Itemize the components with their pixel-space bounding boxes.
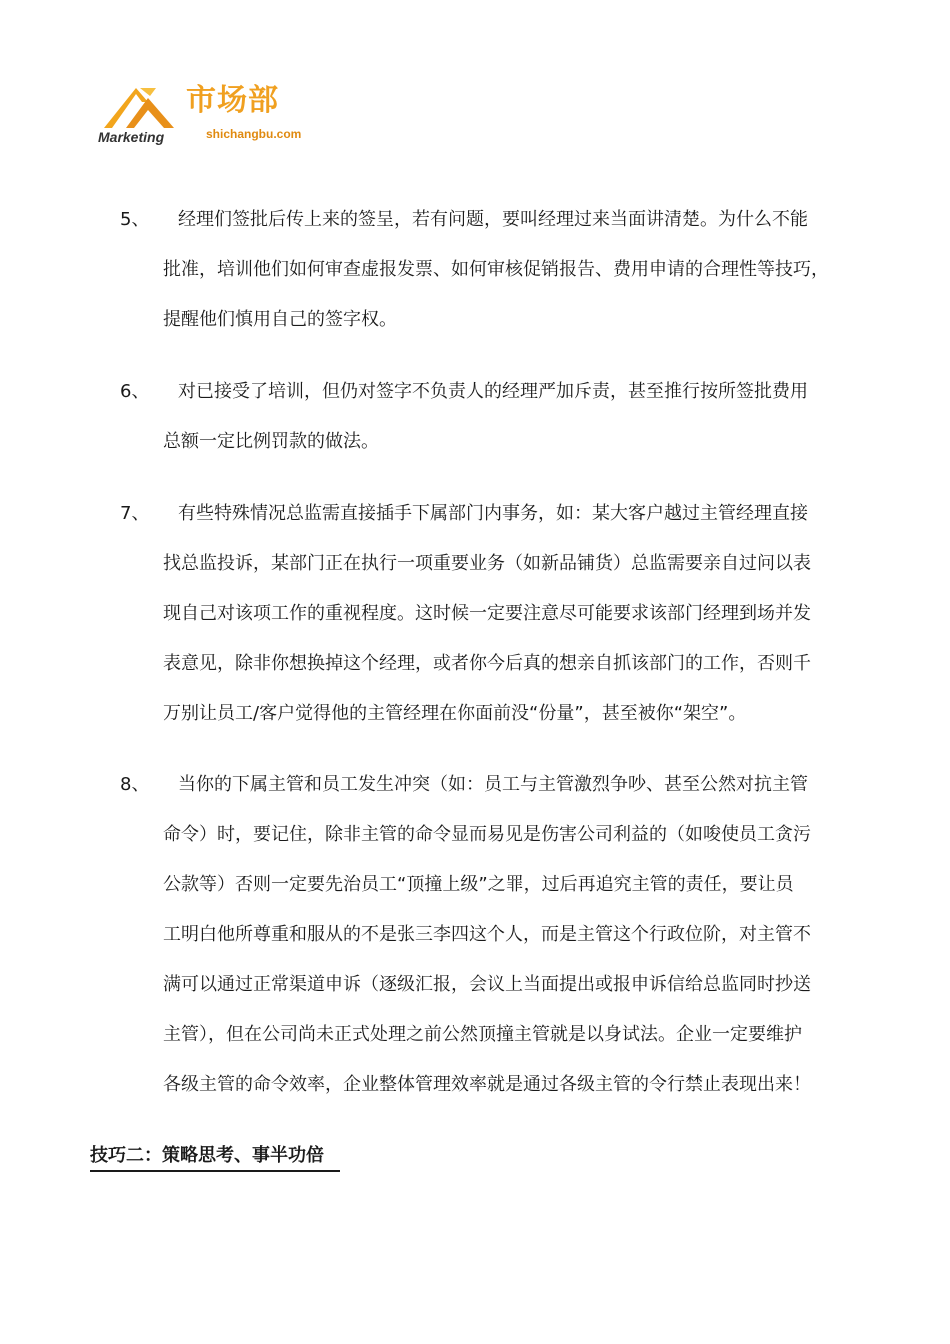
item-line: 有些特殊情况总监需直接插手下属部门内事务，如：某大客户越过主管经理直接 (178, 503, 808, 524)
item-line: 批准，培训他们如何审查虚报发票、如何审核促销报告、费用申请的合理性等技巧， (163, 259, 829, 280)
heading-underline (90, 1170, 340, 1172)
section-heading: 技巧二：策略思考、事半功倍 (90, 1145, 324, 1166)
item-line: 经理们签批后传上来的签呈，若有问题，要叫经理过来当面讲清楚。为什么不能 (178, 209, 808, 230)
item-line: 找总监投诉，某部门正在执行一项重要业务（如新品铺货）总监需要亲自过问以表 (163, 553, 811, 574)
item-line: 现自己对该项工作的重视程度。这时候一定要注意尽可能要求该部门经理到场并发 (163, 603, 811, 624)
logo-url: shichangbu.com (206, 127, 302, 141)
item-line: 当你的下属主管和员工发生冲突（如：员工与主管激烈争吵、甚至公然对抗主管 (178, 774, 808, 795)
item-line: 万别让员工/客户觉得他的主管经理在你面前没“份量”，甚至被你“架空”。 (163, 703, 747, 724)
item-line: 命令）时，要记住，除非主管的命令显而易见是伤害公司利益的（如唆使员工贪污 (163, 824, 811, 845)
item-line: 总额一定比例罚款的做法。 (163, 431, 379, 452)
item-number: 5、 (120, 209, 150, 230)
item-line: 表意见，除非你想换掉这个经理，或者你今后真的想亲自抓该部门的工作，否则千 (163, 653, 811, 674)
item-line: 公款等）否则一定要先治员工“顶撞上级”之罪，过后再追究主管的责任，要让员 (163, 874, 794, 895)
item-line: 满可以通过正常渠道申诉（逐级汇报，会议上当面提出或报申诉信给总监同时抄送 (163, 974, 811, 995)
item-number: 8、 (120, 774, 150, 795)
item-line: 提醒他们慎用自己的签字权。 (163, 309, 397, 330)
item-line: 各级主管的命令效率，企业整体管理效率就是通过各级主管的令行禁止表现出来！ (163, 1074, 811, 1095)
item-line: 对已接受了培训，但仍对签字不负责人的经理严加斥责，甚至推行按所签批费用 (178, 381, 808, 402)
logo-brand-cn: 市场部 (186, 83, 279, 118)
item-number: 6、 (120, 381, 150, 402)
item-line: 工明白他所尊重和服从的不是张三李四这个人，而是主管这个行政位阶，对主管不 (163, 924, 811, 945)
item-number: 7、 (120, 503, 150, 524)
logo-tagline: Marketing (98, 129, 165, 145)
item-line: 主管），但在公司尚未正式处理之前公然顶撞主管就是以身试法。企业一定要维护 (163, 1024, 802, 1045)
